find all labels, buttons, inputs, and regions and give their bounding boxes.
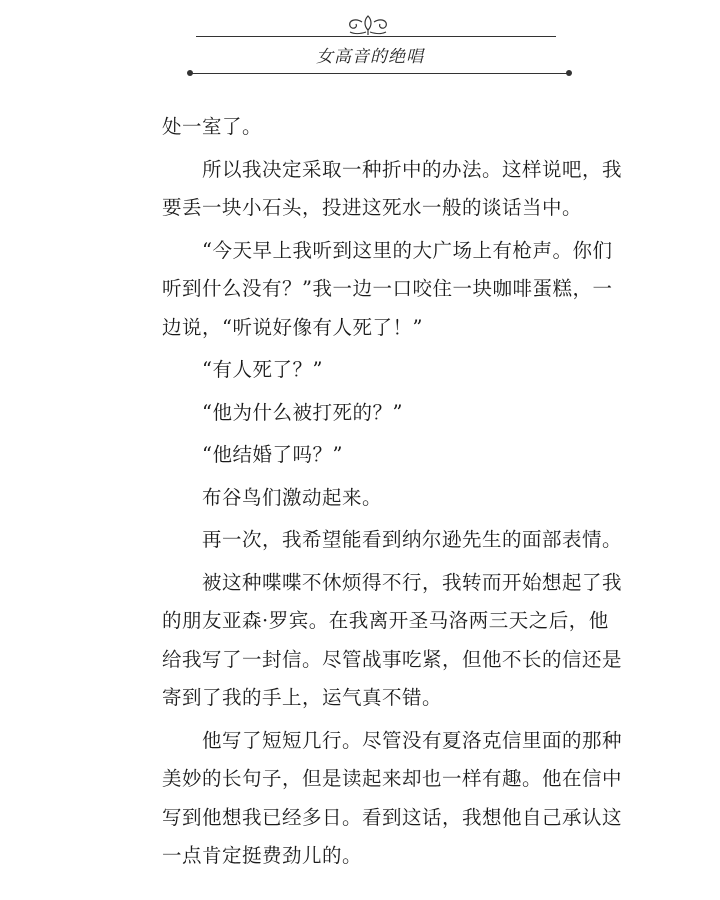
paragraph: [162, 722, 623, 876]
header-bottom-rule: [190, 73, 568, 74]
paragraph: [162, 232, 613, 348]
text-line: 处一室了。: [162, 115, 263, 138]
text-line: 美妙的长句子，但是读起来却也一样有趣。他在信中: [162, 767, 623, 790]
running-title: 女高音的绝唱: [316, 47, 424, 67]
paragraph: [162, 108, 582, 147]
paragraph: [162, 151, 623, 228]
text-line: 一点肯定挺费劲儿的。: [162, 844, 363, 867]
text-line: “他结婚了吗？”: [202, 443, 343, 466]
text-line: 寄到了我的手上，运气真不错。: [162, 686, 443, 709]
text-line: 他写了短短几行。尽管没有夏洛克信里面的那种: [202, 728, 623, 752]
paragraph: [162, 394, 582, 433]
paragraph: [162, 564, 623, 718]
text-line: 给我写了一封信。尽管战事吃紧，但他不长的信还是: [162, 647, 623, 671]
text-line: 边说，“听说好像有人死了！”: [162, 315, 423, 339]
text-line: 听到什么没有？”我一边一口咬住一块咖啡蛋糕，一: [162, 277, 613, 300]
header-top-rule: [196, 36, 556, 37]
paragraph: [162, 351, 582, 390]
rule-end-dot-left: [187, 70, 193, 76]
paragraph: [162, 521, 623, 560]
paragraph: [162, 479, 582, 518]
text-line: 被这种喋喋不休烦得不行，我转而开始想起了我: [202, 570, 623, 594]
body-text: [162, 108, 623, 880]
text-line: 要丢一块小石头，投进这死水一般的谈话当中。: [162, 196, 583, 219]
text-line: 所以我决定采取一种折中的办法。这样说吧，我: [202, 157, 623, 181]
rule-end-dot-right: [566, 70, 572, 76]
text-line: 写到他想我已经多日。看到这话，我想他自己承认这: [162, 805, 623, 829]
running-header: [0, 0, 720, 90]
text-line: 的朋友亚森·罗宾。在我离开圣马洛两三天之后，他: [162, 609, 609, 632]
text-line: “他为什么被打死的？”: [202, 400, 403, 424]
text-line: 布谷鸟们激动起来。: [202, 485, 383, 509]
text-line: “有人死了？”: [202, 358, 323, 381]
paragraph: [162, 436, 582, 475]
flourish-ornament-icon: [340, 14, 396, 36]
text-line: 再一次，我希望能看到纳尔逊先生的面部表情。: [202, 528, 623, 551]
text-line: “今天早上我听到这里的大广场上有枪声。你们: [202, 238, 613, 262]
